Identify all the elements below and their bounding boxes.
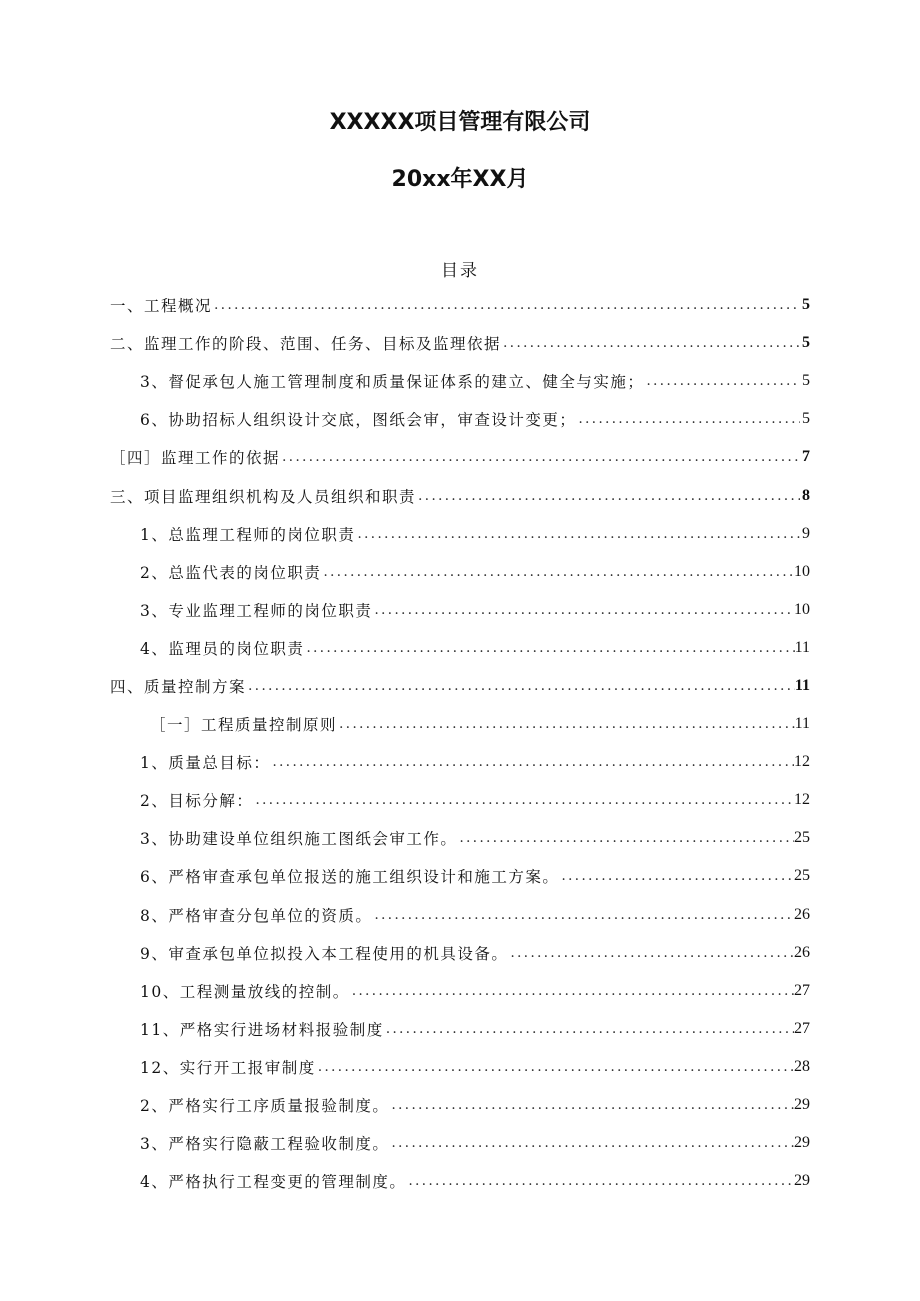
- toc-leader: [576, 411, 800, 427]
- toc-page-number: 12: [794, 753, 810, 771]
- toc-entry-label: 2、总监代表的岗位职责: [140, 563, 322, 582]
- toc-entry-label: 3、严格实行隐蔽工程验收制度。: [140, 1135, 390, 1154]
- toc-entry[interactable]: [110, 781, 810, 819]
- toc-entry[interactable]: [110, 743, 810, 781]
- toc-page-number: 7: [802, 448, 810, 466]
- toc-entry[interactable]: [110, 476, 810, 514]
- toc-entry-label: 1、质量总目标：: [140, 754, 271, 773]
- toc-entry-label: 3、协助建设单位组织施工图纸会审工作。: [140, 830, 458, 849]
- toc-leader: [389, 1097, 794, 1113]
- toc-leader: [337, 716, 795, 732]
- toc-page-number: 27: [794, 1019, 810, 1037]
- toc-entry[interactable]: [110, 819, 810, 857]
- toc-entry-label: 6、协助招标人组织设计交底，图纸会审，审查设计变更；: [140, 411, 577, 430]
- toc-leader: [270, 754, 794, 770]
- toc-entry-label: 1、总监理工程师的岗位职责: [140, 525, 356, 544]
- company-name: XXXXX项目管理有限公司: [329, 110, 591, 135]
- toc-page-number: 5: [802, 296, 810, 314]
- toc-leader: [253, 792, 794, 808]
- toc-entry[interactable]: [110, 705, 810, 743]
- toc-entry-label: 10、工程测量放线的控制。: [140, 982, 350, 1001]
- toc-leader: [372, 907, 794, 923]
- toc-page-number: 11: [794, 676, 810, 694]
- toc-entry[interactable]: [110, 857, 810, 895]
- toc-entry-label: 2、目标分解：: [140, 792, 254, 811]
- toc-page-number: 5: [802, 334, 810, 352]
- toc-entry[interactable]: [110, 324, 810, 362]
- toc-page-number: 9: [802, 524, 810, 542]
- document-date: 20xx年XX月: [391, 167, 529, 192]
- toc-leader: [355, 526, 800, 542]
- toc-page-number: 25: [794, 829, 810, 847]
- toc-leader: [280, 449, 800, 465]
- toc-leader: [501, 335, 800, 351]
- toc-entry[interactable]: [110, 286, 810, 324]
- toc-entry[interactable]: [110, 972, 810, 1010]
- toc-title: 目录: [441, 261, 479, 281]
- toc-leader: [508, 945, 794, 961]
- toc-page-number: 10: [794, 562, 810, 580]
- toc-entry-label: 4、监理员的岗位职责: [140, 639, 305, 658]
- toc-leader: [457, 830, 794, 846]
- toc-entry-label: 8、严格审查分包单位的资质。: [140, 906, 373, 925]
- toc-leader: [212, 297, 800, 313]
- toc-leader: [321, 564, 794, 580]
- toc-entry[interactable]: [110, 591, 810, 629]
- toc-entry[interactable]: [110, 1124, 810, 1162]
- toc-page-number: 27: [794, 981, 810, 999]
- toc-entry[interactable]: [110, 1086, 810, 1124]
- toc-page-number: 12: [794, 791, 810, 809]
- toc-entry[interactable]: [110, 896, 810, 934]
- toc-entry-label: 9、审查承包单位拟投入本工程使用的机具设备。: [140, 944, 509, 963]
- toc-page-number: 10: [794, 600, 810, 618]
- toc-leader: [316, 1059, 794, 1075]
- toc-page-number: 25: [794, 867, 810, 885]
- toc-page-number: 29: [794, 1134, 810, 1152]
- toc-page-number: 29: [794, 1172, 810, 1190]
- toc-entry-label: 4、严格执行工程变更的管理制度。: [140, 1173, 407, 1192]
- toc-page-number: 8: [802, 486, 810, 504]
- toc-entry[interactable]: [110, 515, 810, 553]
- toc-entry[interactable]: [110, 1048, 810, 1086]
- toc-leader: [350, 983, 794, 999]
- toc-entry-label: ［四］监理工作的依据: [110, 449, 281, 468]
- toc-entry-label: ［一］工程质量控制原则: [150, 716, 338, 735]
- toc-entry-label: 3、专业监理工程师的岗位职责: [140, 601, 373, 620]
- toc-entry-label: 四、质量控制方案: [110, 677, 247, 696]
- toc-entry-label: 11、严格实行进场材料报验制度: [140, 1020, 384, 1039]
- toc-entry[interactable]: [110, 362, 810, 400]
- toc-leader: [559, 868, 794, 884]
- toc-entry[interactable]: [110, 667, 810, 705]
- toc-page-number: 26: [794, 905, 810, 923]
- toc-entry-label: 12、实行开工报审制度: [140, 1058, 316, 1077]
- toc-entry-label: 3、督促承包人施工管理制度和质量保证体系的建立、健全与实施；: [140, 373, 645, 392]
- toc-entry[interactable]: [110, 400, 810, 438]
- toc-entry-label: 三、项目监理组织机构及人员组织和职责: [110, 487, 417, 506]
- toc-leader: [416, 488, 800, 504]
- toc-entry[interactable]: [110, 1162, 810, 1200]
- toc-leader: [372, 602, 794, 618]
- table-of-contents: [110, 286, 810, 1200]
- toc-page-number: 28: [794, 1057, 810, 1075]
- toc-leader: [246, 678, 795, 694]
- toc-entry-label: 二、监理工作的阶段、范围、任务、目标及监理依据: [110, 335, 502, 354]
- toc-leader: [384, 1021, 794, 1037]
- toc-page-number: 5: [802, 372, 810, 390]
- toc-page-number: 11: [794, 715, 810, 733]
- toc-page-number: 26: [794, 943, 810, 961]
- toc-entry-label: 2、严格实行工序质量报验制度。: [140, 1097, 390, 1116]
- toc-entry-label: 6、严格审查承包单位报送的施工组织设计和施工方案。: [140, 868, 560, 887]
- toc-leader: [304, 640, 794, 656]
- toc-entry[interactable]: [110, 438, 810, 476]
- toc-entry[interactable]: [110, 934, 810, 972]
- toc-entry[interactable]: [110, 553, 810, 591]
- toc-page-number: 29: [794, 1096, 810, 1114]
- toc-leader: [644, 373, 800, 389]
- toc-leader: [389, 1135, 794, 1151]
- toc-page-number: 5: [802, 410, 810, 428]
- toc-entry[interactable]: [110, 629, 810, 667]
- toc-page-number: 11: [794, 638, 810, 656]
- toc-entry-label: 一、工程概况: [110, 297, 213, 316]
- toc-entry[interactable]: [110, 1010, 810, 1048]
- toc-leader: [406, 1173, 794, 1189]
